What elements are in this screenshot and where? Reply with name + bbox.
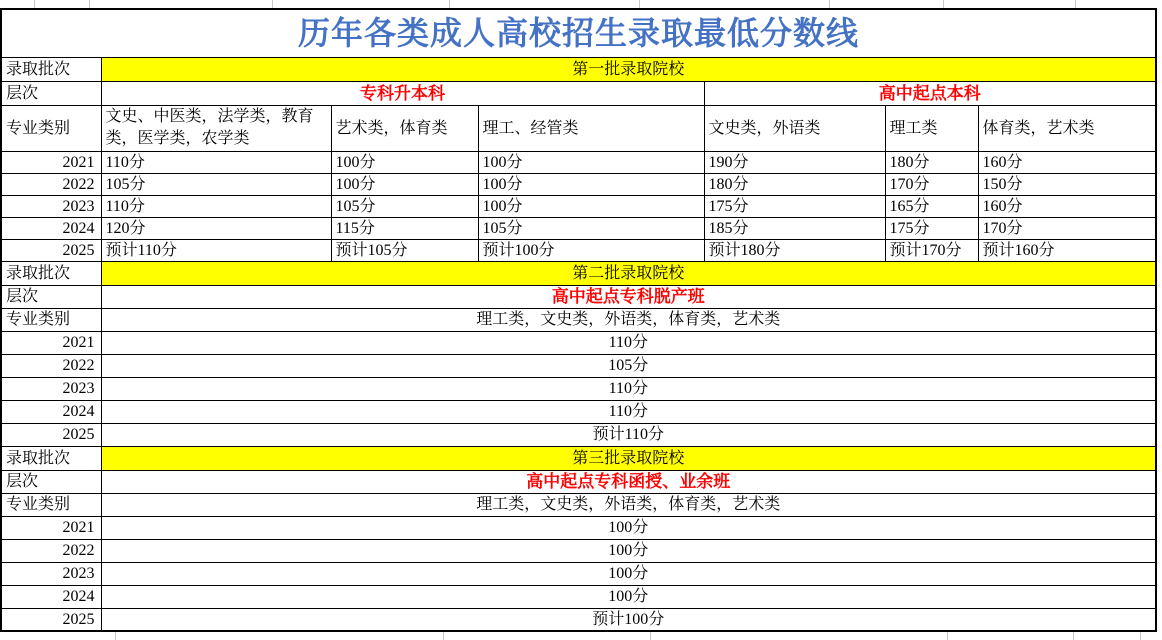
data-row	[1, 239, 1156, 261]
data-row	[1, 423, 1156, 446]
score-cell[interactable]: 100分	[101, 562, 1156, 585]
year-cell[interactable]: 2025	[1, 608, 101, 631]
data-row	[1, 195, 1156, 217]
score-cell[interactable]: 110分	[101, 400, 1156, 423]
score-cell[interactable]: 100分	[101, 516, 1156, 539]
gridline-tick	[449, 0, 450, 8]
score-cell[interactable]: 预计100分	[101, 608, 1156, 631]
gridline-tick	[34, 0, 35, 8]
year-cell[interactable]: 2022	[1, 173, 101, 195]
data-row	[1, 585, 1156, 608]
scores-table	[0, 8, 1157, 632]
row-label-level[interactable]: 层次	[1, 470, 101, 493]
score-cell[interactable]: 110分	[101, 331, 1156, 354]
gridline-tick	[947, 632, 948, 640]
row-label-level[interactable]: 层次	[1, 81, 101, 105]
category-header-cell[interactable]: 理工类，文史类，外语类，体育类，艺术类	[101, 493, 1156, 516]
year-cell[interactable]: 2021	[1, 516, 101, 539]
score-cell[interactable]: 105分	[331, 195, 478, 217]
data-row	[1, 377, 1156, 400]
category-header-cell[interactable]: 体育类，艺术类	[978, 105, 1156, 151]
row-label-category[interactable]: 专业类别	[1, 308, 101, 331]
data-row	[1, 151, 1156, 173]
level-row-2	[1, 285, 1156, 308]
level-row-1	[1, 81, 1156, 105]
gridline-tick	[272, 0, 273, 8]
score-cell[interactable]: 100分	[331, 151, 478, 173]
row-label-batch[interactable]: 录取批次	[1, 261, 101, 285]
score-cell[interactable]: 100分	[101, 539, 1156, 562]
year-cell[interactable]: 2021	[1, 151, 101, 173]
score-cell[interactable]: 120分	[101, 217, 331, 239]
level-name-cell[interactable]: 高中起点专科脱产班	[101, 285, 1156, 308]
category-header-cell[interactable]: 文史类，外语类	[704, 105, 885, 151]
year-cell[interactable]: 2023	[1, 195, 101, 217]
data-row	[1, 331, 1156, 354]
score-cell[interactable]: 预计110分	[101, 423, 1156, 446]
gridline-tick	[89, 0, 90, 8]
row-label-batch[interactable]: 录取批次	[1, 446, 101, 470]
score-cell[interactable]: 100分	[478, 151, 704, 173]
score-cell[interactable]: 预计170分	[885, 239, 978, 261]
gridline-tick	[1075, 0, 1076, 8]
data-row	[1, 217, 1156, 239]
category-header-cell[interactable]: 艺术类，体育类	[331, 105, 478, 151]
batch-name-cell[interactable]: 第三批录取院校	[101, 446, 1156, 470]
year-cell[interactable]: 2024	[1, 585, 101, 608]
year-cell[interactable]: 2021	[1, 331, 101, 354]
level-row-3	[1, 470, 1156, 493]
batch-row-3	[1, 446, 1156, 470]
score-cell[interactable]: 175分	[885, 217, 978, 239]
score-cell[interactable]: 160分	[978, 195, 1156, 217]
batch-row-2	[1, 261, 1156, 285]
gridline-tick	[1073, 632, 1074, 640]
score-cell[interactable]: 105分	[101, 354, 1156, 377]
score-cell[interactable]: 190分	[704, 151, 885, 173]
gridline-tick	[639, 0, 640, 8]
data-row	[1, 539, 1156, 562]
page-title[interactable]: 历年各类成人高校招生录取最低分数线	[1, 9, 1156, 57]
row-label-batch[interactable]: 录取批次	[1, 57, 101, 81]
score-cell[interactable]: 110分	[101, 377, 1156, 400]
level-name-cell[interactable]: 高中起点专科函授、业余班	[101, 470, 1156, 493]
year-cell[interactable]: 2022	[1, 354, 101, 377]
gridline-tick	[443, 632, 444, 640]
category-header-cell[interactable]: 理工、经管类	[478, 105, 704, 151]
year-cell[interactable]: 2023	[1, 562, 101, 585]
score-cell[interactable]: 预计100分	[478, 239, 704, 261]
score-cell[interactable]: 160分	[978, 151, 1156, 173]
category-header-cell[interactable]: 理工类，文史类，外语类，体育类，艺术类	[101, 308, 1156, 331]
data-row	[1, 354, 1156, 377]
score-cell[interactable]: 100分	[478, 195, 704, 217]
gridline-tick	[943, 0, 944, 8]
year-cell[interactable]: 2025	[1, 423, 101, 446]
score-cell[interactable]: 预计160分	[978, 239, 1156, 261]
row-label-category[interactable]: 专业类别	[1, 493, 101, 516]
score-cell[interactable]: 预计105分	[331, 239, 478, 261]
score-cell[interactable]: 150分	[978, 173, 1156, 195]
score-cell[interactable]: 180分	[885, 151, 978, 173]
gridline-tick	[1140, 632, 1141, 640]
year-cell[interactable]: 2025	[1, 239, 101, 261]
gridline-tick	[829, 0, 830, 8]
year-cell[interactable]: 2023	[1, 377, 101, 400]
score-cell[interactable]: 180分	[704, 173, 885, 195]
score-cell[interactable]: 170分	[885, 173, 978, 195]
score-cell[interactable]: 115分	[331, 217, 478, 239]
score-cell[interactable]: 100分	[331, 173, 478, 195]
score-cell[interactable]: 110分	[101, 151, 331, 173]
score-cell[interactable]: 100分	[101, 585, 1156, 608]
category-row-1	[1, 105, 1156, 151]
data-row	[1, 562, 1156, 585]
score-cell[interactable]: 预计180分	[704, 239, 885, 261]
score-cell[interactable]: 100分	[478, 173, 704, 195]
title-row	[1, 9, 1156, 57]
score-cell[interactable]: 105分	[478, 217, 704, 239]
batch-name-cell[interactable]: 第一批录取院校	[101, 57, 1156, 81]
score-cell[interactable]: 110分	[101, 195, 331, 217]
data-row	[1, 400, 1156, 423]
category-header-cell[interactable]: 理工类	[885, 105, 978, 151]
score-cell[interactable]: 105分	[101, 173, 331, 195]
batch-row-1	[1, 57, 1156, 81]
category-row-2	[1, 308, 1156, 331]
category-header-cell[interactable]: 文史、中医类，法学类，教育类，医学类，农学类	[101, 105, 331, 151]
year-cell[interactable]: 2024	[1, 217, 101, 239]
data-row	[1, 608, 1156, 631]
data-row	[1, 173, 1156, 195]
row-label-category[interactable]: 专业类别	[1, 105, 101, 151]
score-cell[interactable]: 175分	[704, 195, 885, 217]
data-row	[1, 516, 1156, 539]
year-cell[interactable]: 2022	[1, 539, 101, 562]
score-cell[interactable]: 185分	[704, 217, 885, 239]
level-name-cell[interactable]: 高中起点本科	[704, 81, 1156, 105]
category-row-3	[1, 493, 1156, 516]
score-cell[interactable]: 170分	[978, 217, 1156, 239]
score-cell[interactable]: 165分	[885, 195, 978, 217]
row-label-level[interactable]: 层次	[1, 285, 101, 308]
score-cell[interactable]: 预计110分	[101, 239, 331, 261]
batch-name-cell[interactable]: 第二批录取院校	[101, 261, 1156, 285]
gridline-tick	[650, 632, 651, 640]
gridline-tick	[115, 632, 116, 640]
year-cell[interactable]: 2024	[1, 400, 101, 423]
level-name-cell[interactable]: 专科升本科	[101, 81, 704, 105]
